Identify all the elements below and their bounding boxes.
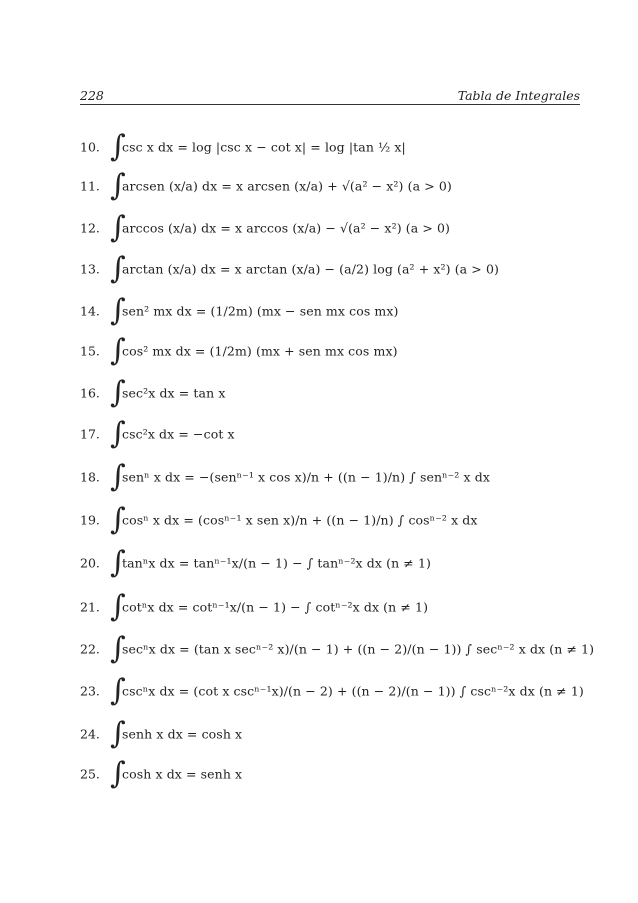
formula-number: 21. [80, 599, 100, 615]
formula-number: 14. [80, 303, 100, 319]
integral-sign: ∫ [110, 459, 126, 494]
formula-number: 23. [80, 683, 100, 699]
formula-number: 15. [80, 343, 100, 359]
integral-sign: ∫ [110, 416, 126, 451]
integral-sign: ∫ [110, 631, 126, 666]
formula-text: tanⁿx dx = tanⁿ⁻¹x/(n − 1) − ∫ tanⁿ⁻²x dx (n ≠ 1) [122, 555, 431, 571]
formula-text: senh x dx = cosh x [122, 726, 243, 742]
header-rule [80, 104, 580, 105]
integral-sign: ∫ [110, 210, 126, 245]
integral-sign: ∫ [110, 756, 126, 791]
integral-sign: ∫ [110, 251, 126, 286]
formula-text: cotⁿx dx = cotⁿ⁻¹x/(n − 1) − ∫ cotⁿ⁻²x dx (n ≠ 1) [122, 599, 429, 615]
integral-sign: ∫ [110, 589, 126, 624]
formula-text: secⁿx dx = (tan x secⁿ⁻² x)/(n − 1) + ((n − 2)/(n − 1)) ∫ secⁿ⁻² x dx (n ≠ 1) [122, 641, 595, 657]
formula-text: sen² mx dx = (1/2m) (mx − sen mx cos mx) [122, 303, 399, 319]
formula-text: cscⁿx dx = (cot x cscⁿ⁻¹x)/(n − 2) + ((n − 2)/(n − 1)) ∫ cscⁿ⁻²x dx (n ≠ 1) [122, 683, 584, 699]
formula-text: csc x dx = log |csc x − cot x| = log |tan ½ x| [122, 139, 406, 155]
formula-text: arctan (x/a) dx = x arctan (x/a) − (a/2) log (a² + x²) (a > 0) [122, 261, 499, 277]
integral-sign: ∫ [110, 129, 126, 164]
formula-number: 13. [80, 261, 100, 277]
integral-sign: ∫ [110, 545, 126, 580]
running-title: Tabla de Integrales [457, 88, 580, 103]
formula-number: 17. [80, 426, 100, 442]
formula-text: arcsen (x/a) dx = x arcsen (x/a) + √(a² − x²) (a > 0) [122, 178, 452, 194]
integral-sign: ∫ [110, 168, 126, 203]
formula-number: 11. [80, 178, 100, 194]
formula-number: 20. [80, 555, 100, 571]
integral-sign: ∫ [110, 333, 126, 368]
page-header [80, 88, 580, 108]
formula-text: senⁿ x dx = −(senⁿ⁻¹ x cos x)/n + ((n − 1)/n) ∫ senⁿ⁻² x dx [122, 469, 490, 485]
formula-number: 24. [80, 726, 100, 742]
formula-number: 18. [80, 469, 100, 485]
integral-sign: ∫ [110, 375, 126, 410]
formula-number: 19. [80, 512, 100, 528]
formula-number: 12. [80, 220, 100, 236]
page-number: 228 [80, 88, 104, 103]
integral-sign: ∫ [110, 502, 126, 537]
formula-text: cosⁿ x dx = (cosⁿ⁻¹ x sen x)/n + ((n − 1)/n) ∫ cosⁿ⁻² x dx [122, 512, 478, 528]
formula-text: csc²x dx = −cot x [122, 426, 235, 442]
formula-number: 16. [80, 385, 100, 401]
integral-sign: ∫ [110, 716, 126, 751]
formula-text: sec²x dx = tan x [122, 385, 226, 401]
formula-number: 25. [80, 766, 100, 782]
formula-text: arccos (x/a) dx = x arccos (x/a) − √(a² − x²) (a > 0) [122, 220, 451, 236]
formula-text: cos² mx dx = (1/2m) (mx + sen mx cos mx) [122, 343, 398, 359]
formula-text: cosh x dx = senh x [122, 766, 243, 782]
integral-sign: ∫ [110, 293, 126, 328]
formula-number: 10. [80, 139, 100, 155]
integral-sign: ∫ [110, 673, 126, 708]
formula-number: 22. [80, 641, 100, 657]
